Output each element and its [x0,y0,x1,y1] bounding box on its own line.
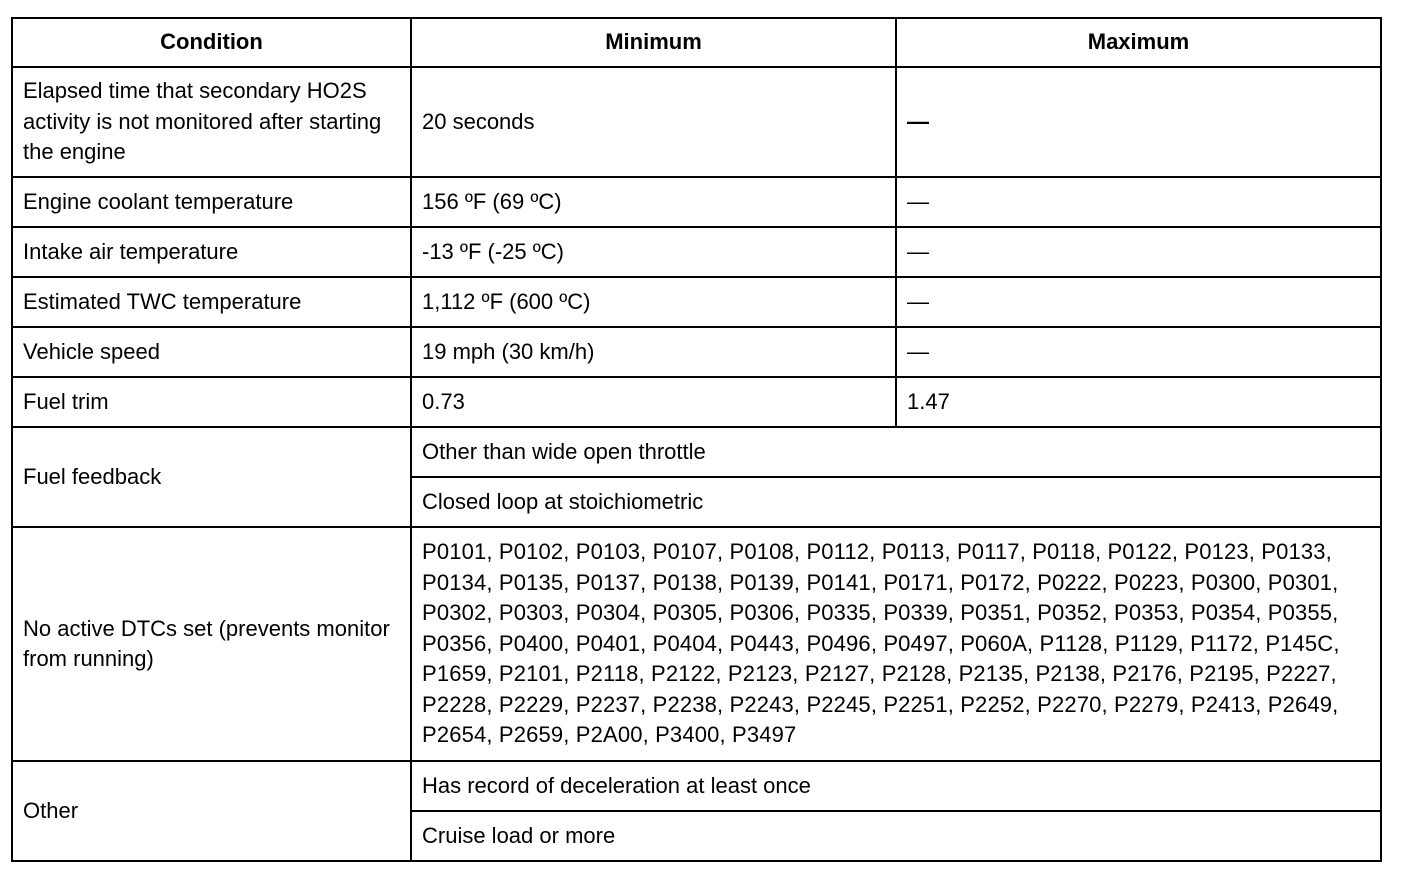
maximum-cell: — [896,277,1381,327]
header-condition: Condition [12,18,411,67]
condition-cell-other: Other [12,761,411,861]
maximum-cell: — [896,227,1381,277]
maximum-cell: 1.47 [896,377,1381,427]
other-value: Has record of deceleration at least once [411,761,1381,811]
table-row [12,277,1381,327]
condition-cell: Intake air temperature [12,227,411,277]
conditions-table [11,17,1382,862]
table-row [12,67,1381,177]
minimum-cell: 20 seconds [411,67,896,177]
condition-cell: Vehicle speed [12,327,411,377]
minimum-cell: 1,112 ºF (600 ºC) [411,277,896,327]
other-value: Cruise load or more [411,811,1381,861]
condition-cell-fuel-feedback: Fuel feedback [12,427,411,527]
maximum-cell: — [896,67,1381,177]
header-maximum: Maximum [896,18,1381,67]
table-row [12,327,1381,377]
maximum-cell: — [896,327,1381,377]
fuel-feedback-value: Other than wide open throttle [411,427,1381,477]
table-row [12,377,1381,427]
minimum-cell: -13 ºF (-25 ºC) [411,227,896,277]
condition-cell: Estimated TWC temperature [12,277,411,327]
table-row [12,227,1381,277]
condition-cell: Fuel trim [12,377,411,427]
condition-cell-no-active-dtcs: No active DTCs set (prevents monitor from running) [12,527,411,761]
table-row [12,177,1381,227]
condition-cell: Engine coolant temperature [12,177,411,227]
fuel-feedback-value: Closed loop at stoichiometric [411,477,1381,527]
minimum-cell: 156 ºF (69 ºC) [411,177,896,227]
minimum-cell: 19 mph (30 km/h) [411,327,896,377]
dtc-codes-list: P0101, P0102, P0103, P0107, P0108, P0112, P0113, P0117, P0118, P0122, P0123, P0133, P0134, P0135, P0137, P0138, P0139, P0141, P0171, P0172, P0222, P0223, P0300, P0301, P0302, P0303, P0304, P0305, P0306, P0335, P0339, P0351, P0352, P0353, P0354, P0355, P0356, P0400, P0401, P0404, P0443, P0496, P0497, P060A, P1128, P1129, P1172, P145C, P1659, P2101, P2118, P2122, P2123, P2127, P2128, P2135, P2138, P2176, P2195, P2227, P2228, P2229, P2237, P2238, P2243, P2245, P2251, P2252, P2270, P2279, P2413, P2649, P2654, P2659, P2A00, P3400, P3497 [411,527,1381,761]
table-row-fuel-feedback [12,427,1381,477]
header-minimum: Minimum [411,18,896,67]
condition-cell: Elapsed time that secondary HO2S activity is not monitored after starting the engine [12,67,411,177]
maximum-cell: — [896,177,1381,227]
minimum-cell: 0.73 [411,377,896,427]
table-row-no-active-dtcs [12,527,1381,761]
table-row-other [12,761,1381,811]
header-row [12,18,1381,67]
